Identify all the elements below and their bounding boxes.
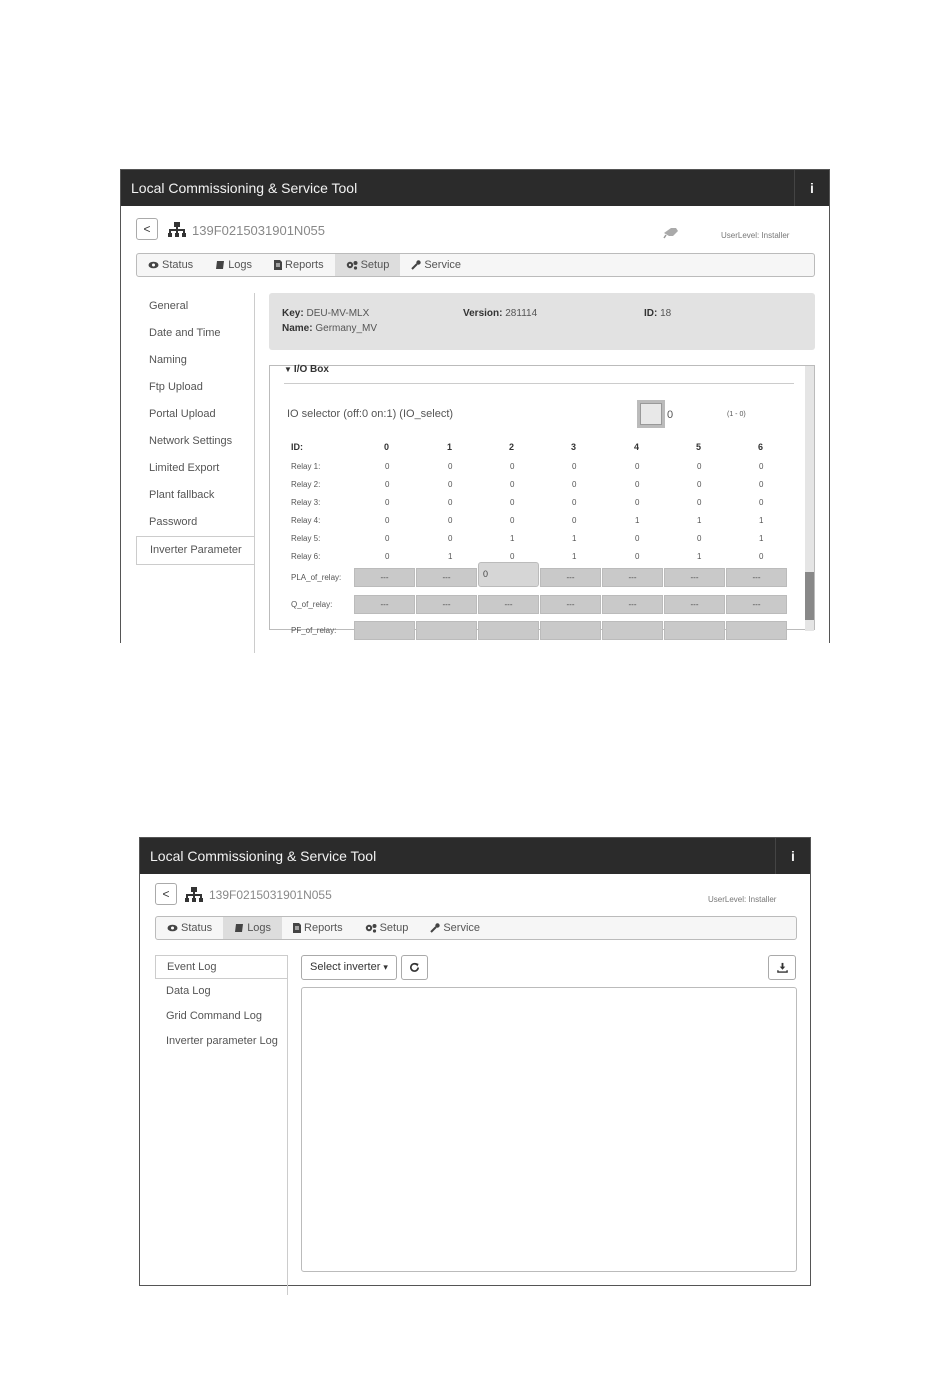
sidebar-item-grid-command-log[interactable]: Grid Command Log <box>166 1010 262 1022</box>
name-label: Name: <box>282 323 313 334</box>
select-inverter-dropdown[interactable] <box>301 955 397 980</box>
tab-logs-label: Logs <box>247 922 272 934</box>
title-bar <box>140 838 810 874</box>
relay-input-cell[interactable]: --- <box>602 568 663 587</box>
relay-input-cell[interactable] <box>478 621 539 640</box>
relay-input-cell[interactable]: --- <box>664 568 725 587</box>
relay-row-label: Relay 5: <box>291 534 321 543</box>
relay-row-label: Relay 4: <box>291 516 321 525</box>
relay-input-cell[interactable]: --- <box>540 595 601 614</box>
relay-cell: 0 <box>572 516 577 525</box>
tab-reports-label: Reports <box>285 259 324 271</box>
user-level: UserLevel: Installer <box>708 895 777 904</box>
setup-sidebar <box>136 293 255 653</box>
tab-reports[interactable] <box>263 254 335 276</box>
relay-cell: 0 <box>635 462 640 471</box>
relay-cell: 1 <box>759 516 764 525</box>
parameter-info-box <box>269 293 815 350</box>
tab-service[interactable] <box>400 254 472 276</box>
column-header: 0 <box>384 442 390 452</box>
download-button[interactable] <box>768 955 796 980</box>
relay-input-cell[interactable]: --- <box>416 595 477 614</box>
tab-service-label: Service <box>443 922 481 934</box>
sidebar-item-date-time[interactable]: Date and Time <box>149 327 221 339</box>
sidebar-item-plant-fallback[interactable]: Plant fallback <box>149 489 215 501</box>
relay-cell: 0 <box>572 498 577 507</box>
download-icon <box>777 962 788 973</box>
relay-cell: 0 <box>448 462 453 471</box>
relay-input-cell[interactable]: --- <box>726 595 787 614</box>
main-nav <box>155 916 797 940</box>
relay-input-cell[interactable] <box>540 621 601 640</box>
title-bar <box>121 170 829 206</box>
relay-row-label: Relay 6: <box>291 552 321 561</box>
relay-cell: 0 <box>510 516 515 525</box>
relay-cell: 0 <box>448 534 453 543</box>
relay-cell: 0 <box>635 480 640 489</box>
relay-cell: 0 <box>572 462 577 471</box>
relay-cell: 0 <box>697 462 702 471</box>
relay-cell: 0 <box>697 480 702 489</box>
relay-row-label: Relay 3: <box>291 498 321 507</box>
chevron-left-icon: < <box>143 222 151 236</box>
relay-cell: 0 <box>448 498 453 507</box>
eye-icon <box>148 261 159 269</box>
relay-cell: 0 <box>385 498 390 507</box>
section-divider <box>284 383 794 384</box>
relay-input-cell[interactable] <box>664 621 725 640</box>
column-header: 6 <box>758 442 764 452</box>
io-box-title: I/O Box <box>293 364 329 375</box>
info-icon: i <box>810 180 814 196</box>
info-icon: i <box>791 848 795 864</box>
relay-input-cell[interactable]: --- <box>354 568 415 587</box>
relay-input-cell[interactable] <box>416 621 477 640</box>
relay-input-cell[interactable] <box>354 621 415 640</box>
sidebar-item-naming[interactable]: Naming <box>149 354 187 366</box>
column-header: 3 <box>571 442 577 452</box>
tab-status-label: Status <box>162 259 194 271</box>
app-title: Local Commissioning & Service Tool <box>131 180 358 196</box>
relay-cell: 0 <box>385 552 390 561</box>
file-icon <box>274 260 282 270</box>
relay-input-cell[interactable]: --- <box>478 595 539 614</box>
relay-cell: 0 <box>572 480 577 489</box>
relay-cell: 0 <box>385 462 390 471</box>
relay-cell: 0 <box>697 534 702 543</box>
main-nav <box>136 253 815 277</box>
relay-cell: 1 <box>572 534 577 543</box>
input-row-label: Q_of_relay: <box>291 600 333 609</box>
scrollbar-thumb[interactable] <box>805 572 814 620</box>
id-value: 18 <box>660 308 672 319</box>
info-button[interactable] <box>794 170 829 206</box>
gears-icon <box>346 260 358 270</box>
input-row-label: PLA_of_relay: <box>291 573 342 582</box>
user-level: UserLevel: Installer <box>721 231 790 240</box>
relay-cell: 0 <box>759 462 764 471</box>
tab-status[interactable] <box>137 254 204 276</box>
relay-cell: 0 <box>448 480 453 489</box>
relay-cell: 0 <box>510 552 515 561</box>
device-header <box>168 222 325 238</box>
tab-reports[interactable] <box>282 917 354 939</box>
sidebar-item-event-log[interactable]: Event Log <box>155 955 287 979</box>
relay-cell: 0 <box>635 498 640 507</box>
io-selector-checkbox[interactable] <box>637 400 665 428</box>
chevron-left-icon: < <box>162 887 170 901</box>
scrollbar-track[interactable] <box>805 366 814 631</box>
input-row-label: PF_of_relay: <box>291 626 337 635</box>
relay-input-cell[interactable] <box>602 621 663 640</box>
io-box-panel <box>269 364 815 635</box>
wrench-icon <box>430 923 440 933</box>
sidebar-item-limited-export[interactable]: Limited Export <box>149 462 220 474</box>
relay-cell: 0 <box>510 498 515 507</box>
sidebar-item-general[interactable]: General <box>149 300 189 312</box>
relay-input-cell[interactable]: --- <box>540 568 601 587</box>
tab-setup[interactable] <box>335 254 401 276</box>
refresh-button[interactable] <box>401 955 428 980</box>
back-button[interactable] <box>155 883 177 905</box>
relay-input-cell[interactable] <box>726 621 787 640</box>
id-header-label: ID: <box>291 442 303 452</box>
relay-cell: 1 <box>759 534 764 543</box>
caret-down-icon: ▼ <box>284 365 292 374</box>
sidebar-item-network-settings[interactable]: Network Settings <box>149 435 233 447</box>
relay-input-cell[interactable]: --- <box>726 568 787 587</box>
setup-window <box>120 169 830 643</box>
relay-input-cell[interactable]: --- <box>664 595 725 614</box>
back-button[interactable] <box>136 218 158 240</box>
caret-down-icon: ▾ <box>383 962 388 972</box>
app-title: Local Commissioning & Service Tool <box>150 848 377 864</box>
version-label: Version: <box>463 308 503 319</box>
tab-logs-label: Logs <box>228 259 253 271</box>
sidebar-item-password[interactable]: Password <box>149 516 198 528</box>
tab-setup-label: Setup <box>360 259 390 271</box>
tab-setup[interactable] <box>354 917 420 939</box>
logs-sidebar <box>155 955 288 1295</box>
tab-reports-label: Reports <box>304 922 343 934</box>
network-nodes-icon <box>185 887 203 903</box>
tab-setup-label: Setup <box>379 922 409 934</box>
relay-cell: 0 <box>385 534 390 543</box>
version-value: 281114 <box>505 308 538 319</box>
column-header: 1 <box>447 442 453 452</box>
relay-cell: 0 <box>759 498 764 507</box>
relay-cell: 0 <box>448 516 453 525</box>
device-id: 139F0215031901N055 <box>209 888 332 902</box>
relay-cell: 0 <box>510 462 515 471</box>
sidebar-item-ftp-upload[interactable]: Ftp Upload <box>149 381 203 393</box>
sidebar-item-inverter-parameter[interactable]: Inverter Parameter <box>136 536 254 565</box>
io-box-header[interactable] <box>284 364 329 375</box>
sidebar-item-data-log[interactable]: Data Log <box>166 985 211 997</box>
column-header: 4 <box>634 442 640 452</box>
tab-status[interactable] <box>156 917 223 939</box>
relay-cell: 0 <box>759 480 764 489</box>
relay-row-label: Relay 2: <box>291 480 321 489</box>
key-label: Key: <box>282 308 304 319</box>
relay-row-label: Relay 1: <box>291 462 321 471</box>
name-value: Germany_MV <box>315 323 378 334</box>
relay-input-cell[interactable]: --- <box>354 595 415 614</box>
plug-icon <box>663 225 679 239</box>
relay-cell: 0 <box>635 534 640 543</box>
column-header: 5 <box>696 442 702 452</box>
relay-cell: 1 <box>697 552 702 561</box>
sidebar-item-portal-upload[interactable]: Portal Upload <box>149 408 216 420</box>
id-label: ID: <box>644 308 658 319</box>
io-selector-range: (1 - 0) <box>727 411 746 418</box>
relay-cell: 0 <box>635 552 640 561</box>
relay-input-cell[interactable]: --- <box>416 568 477 587</box>
relay-cell: 0 <box>759 552 764 561</box>
event-log-area[interactable] <box>301 987 797 1272</box>
relay-cell: 1 <box>572 552 577 561</box>
io-selector-label: IO selector (off:0 on:1) (IO_select) <box>287 408 454 420</box>
book-icon <box>215 260 225 270</box>
key-value: DEU-MV-MLX <box>306 308 370 319</box>
tab-service-label: Service <box>424 259 462 271</box>
gears-icon <box>365 923 377 933</box>
device-id: 139F0215031901N055 <box>192 222 326 238</box>
refresh-icon <box>409 962 420 973</box>
relay-cell: 1 <box>448 552 453 561</box>
select-inverter-label: Select inverter <box>310 961 381 973</box>
tab-logs[interactable] <box>223 917 282 939</box>
book-icon <box>234 923 244 933</box>
io-selector-value: 0 <box>667 409 674 421</box>
tab-service[interactable] <box>419 917 491 939</box>
network-nodes-icon <box>168 222 186 238</box>
tab-status-label: Status <box>181 922 213 934</box>
relay-input-cell[interactable]: 0 <box>478 562 539 587</box>
relay-cell: 0 <box>385 516 390 525</box>
relay-cell: 1 <box>510 534 515 543</box>
relay-input-cell[interactable]: --- <box>602 595 663 614</box>
relay-cell: 0 <box>697 498 702 507</box>
relay-cell: 1 <box>697 516 702 525</box>
logs-window <box>139 837 811 1286</box>
tab-logs[interactable] <box>204 254 263 276</box>
device-header <box>185 887 332 903</box>
info-button[interactable] <box>775 838 810 874</box>
relay-cell: 1 <box>635 516 640 525</box>
wrench-icon <box>411 260 421 270</box>
relay-cell: 0 <box>510 480 515 489</box>
column-header: 2 <box>509 442 515 452</box>
eye-icon <box>167 924 178 932</box>
relay-cell: 0 <box>385 480 390 489</box>
file-icon <box>293 923 301 933</box>
sidebar-item-inverter-parameter-log[interactable]: Inverter parameter Log <box>166 1035 278 1047</box>
